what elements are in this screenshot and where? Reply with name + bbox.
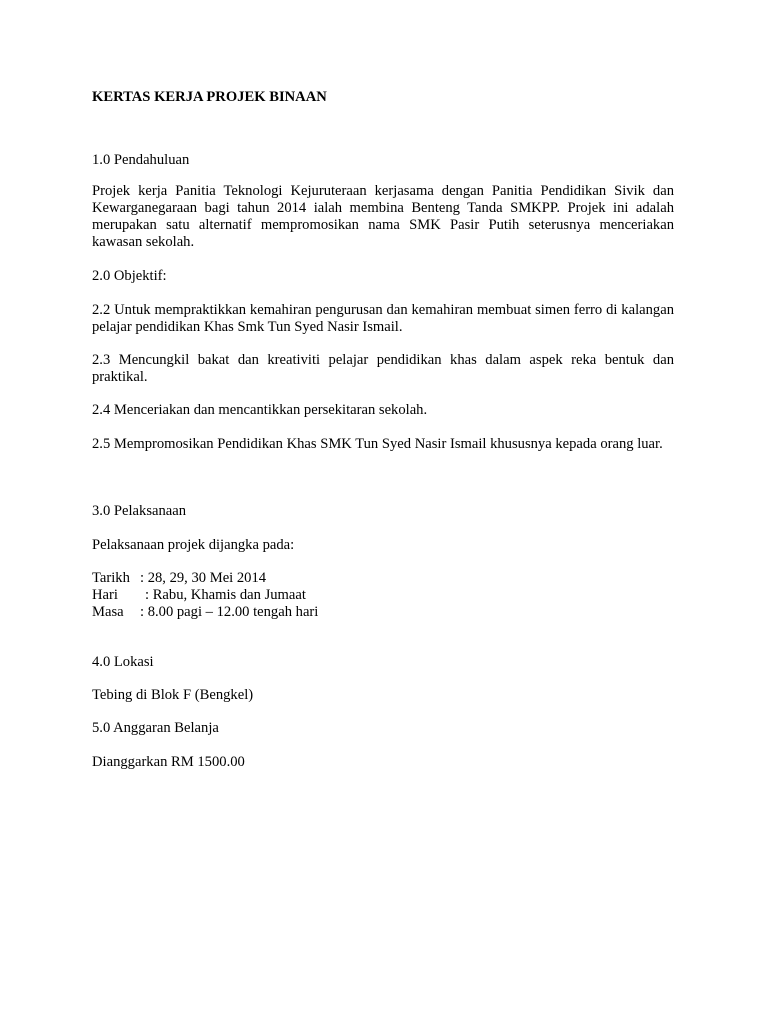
section-pelaksanaan-heading: 3.0 Pelaksanaan [92, 503, 187, 519]
document-title: KERTAS KERJA PROJEK BINAAN [92, 89, 327, 105]
pelaksanaan-intro: Pelaksanaan projek dijangka pada: [92, 537, 295, 553]
section-pendahuluan-heading: 1.0 Pendahuluan [92, 152, 190, 168]
lokasi-body: Tebing di Blok F (Bengkel) [92, 687, 254, 703]
section-objektif-heading: 2.0 Objektif: [92, 268, 167, 284]
masa-label: Masa [92, 604, 124, 620]
hari-label: Hari [92, 587, 118, 603]
tarikh-label: Tarikh [92, 570, 130, 586]
section-pendahuluan-body: Projek kerja Panitia Teknologi Kejuruteraan kerjasama dengan Panitia Pendidikan Sivik dan Kewarganegaraan bagi tahun 2014 ialah membina Benteng Tanda SMKPP. Projek ini adalah merupakan satu alternatif mempromosikan nama SMK Pasir Putih seterusnya menceriakan kawasan sekolah. [92, 183, 674, 250]
masa-value: : 8.00 pagi – 12.00 tengah hari [140, 604, 319, 620]
objective-2-3: 2.3 Mencungkil bakat dan kreativiti pelajar pendidikan khas dalam aspek reka bentuk dan praktikal. [92, 352, 674, 385]
pelaksanaan-masa-row [92, 604, 318, 621]
section-lokasi-heading: 4.0 Lokasi [92, 654, 154, 670]
section-anggaran-heading: 5.0 Anggaran Belanja [92, 720, 219, 736]
anggaran-body: Dianggarkan RM 1500.00 [92, 754, 245, 770]
tarikh-value: : 28, 29, 30 Mei 2014 [140, 570, 267, 586]
objective-2-2: 2.2 Untuk mempraktikkan kemahiran pengurusan dan kemahiran membuat simen ferro di kalangan pelajar pendidikan Khas Smk Tun Syed Nasir Ismail. [92, 302, 674, 335]
objective-2-4: 2.4 Menceriakan dan mencantikkan persekitaran sekolah. [92, 402, 428, 418]
objective-2-5: 2.5 Mempromosikan Pendidikan Khas SMK Tun Syed Nasir Ismail khususnya kepada orang luar. [92, 436, 663, 452]
pelaksanaan-hari-row [92, 587, 306, 604]
pelaksanaan-tarikh-row [92, 570, 266, 587]
hari-value: : Rabu, Khamis dan Jumaat [145, 587, 306, 603]
